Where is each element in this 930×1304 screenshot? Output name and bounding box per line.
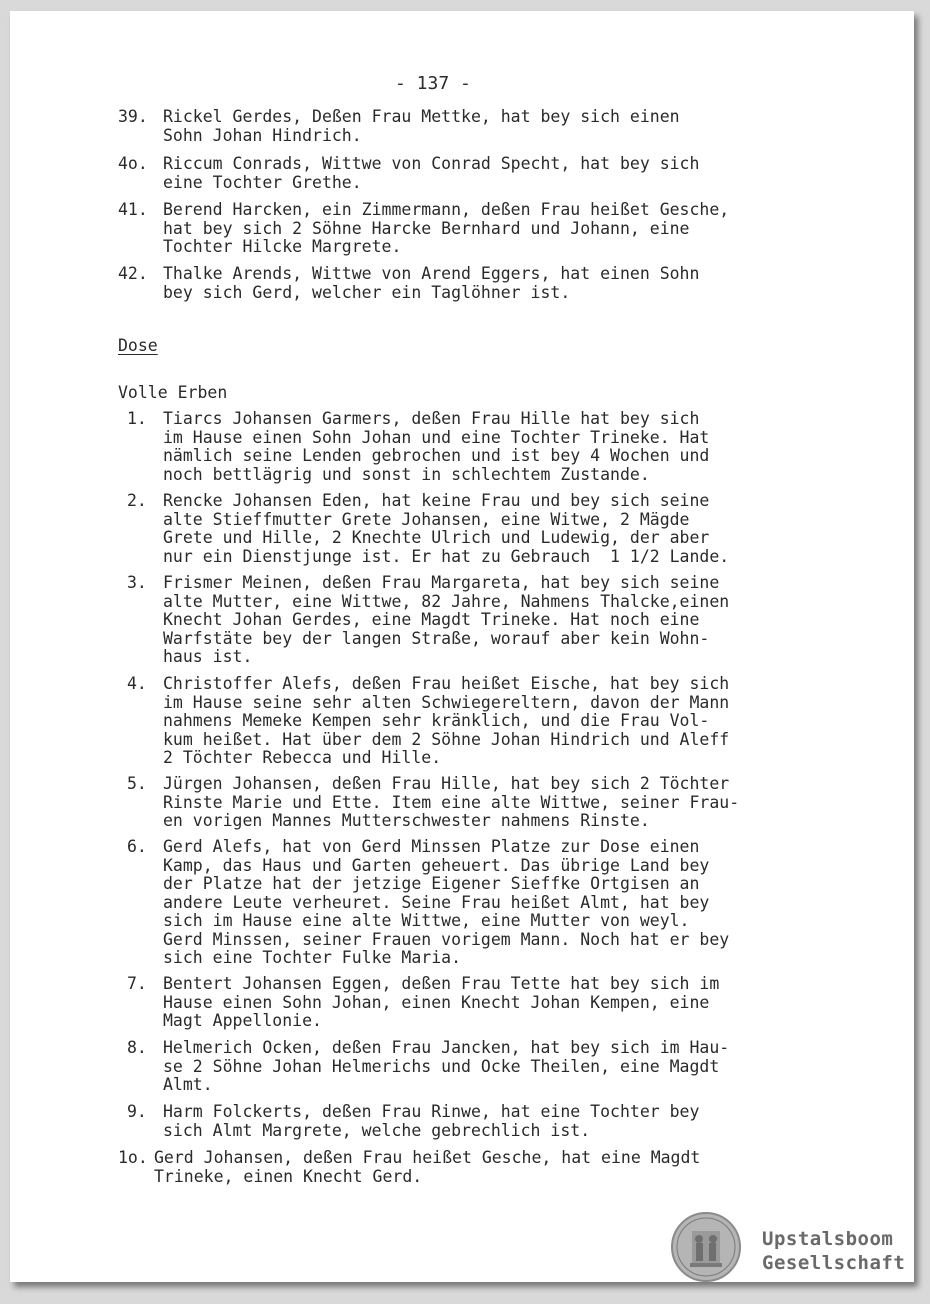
entry-40 xyxy=(118,155,818,192)
entry-line: Magt Appellonie. xyxy=(163,1011,322,1030)
entry-line: Sohn Johan Hindrich. xyxy=(163,125,362,145)
entry-line: hat bey sich 2 Söhne Harcke Bernhard und Johann, eine xyxy=(163,218,690,238)
entry-line: Knecht Johan Gerdes, eine Magdt Trineke. Hat noch eine xyxy=(163,610,700,629)
entry-number: 39. xyxy=(118,107,148,126)
society-logo xyxy=(670,1211,910,1287)
dose-entry-10 xyxy=(109,1149,809,1186)
entry-42 xyxy=(118,265,818,302)
entry-line: eine Tochter Grethe. xyxy=(163,172,362,192)
entry-line: nämlich seine Lenden gebrochen und ist bey 4 Wochen und xyxy=(163,446,710,465)
entry-number: 7. xyxy=(127,974,147,993)
dose-entry-6 xyxy=(118,838,818,968)
entry-line: en vorigen Mannes Mutterschwester nahmens Rinste. xyxy=(163,811,650,830)
dose-entry-5 xyxy=(118,775,818,831)
entry-line: haus ist. xyxy=(163,647,253,666)
entry-line: im Hause seine sehr alten Schwiegereltern, davon der Mann xyxy=(163,692,730,712)
entry-line: Gerd Johansen, deßen Frau heißet Gesche, hat eine Magdt xyxy=(154,1148,701,1167)
entry-line: se 2 Söhne Johan Helmerichs und Ocke Theilen, eine Magdt xyxy=(163,1056,720,1076)
subsection-heading: Volle Erben xyxy=(118,383,228,402)
entry-number: 9. xyxy=(127,1102,147,1121)
entry-line: Riccum Conrads, Wittwe von Conrad Specht, hat bey sich xyxy=(163,154,700,173)
society-name xyxy=(762,1227,905,1275)
dose-entry-9 xyxy=(118,1103,818,1140)
dose-entry-8 xyxy=(118,1039,818,1095)
entry-number: 1o. xyxy=(118,1148,148,1167)
entry-39 xyxy=(118,108,818,145)
entry-line: kum heißet. Hat über dem 2 Söhne Johan Hindrich und Aleff xyxy=(163,729,730,749)
dose-entry-1 xyxy=(118,410,818,484)
dose-entry-4 xyxy=(118,675,818,768)
entry-line: Rinste Marie und Ette. Item eine alte Wittwe, seiner Frau- xyxy=(163,792,740,812)
entry-line: noch bettlägrig und sonst in schlechtem Zustande. xyxy=(163,464,650,484)
entry-line: Thalke Arends, Wittwe von Arend Eggers, hat einen Sohn xyxy=(163,264,700,283)
entry-line: Hause einen Sohn Johan, einen Knecht Johan Kempen, eine xyxy=(163,992,710,1012)
dose-entry-3 xyxy=(118,574,818,667)
entry-line: sich eine Tochter Fulke Maria. xyxy=(163,948,462,967)
entry-line: nur ein Dienstjunge ist. Er hat zu Gebrauch 1 1/2 Lande. xyxy=(163,546,730,566)
document-page xyxy=(10,11,914,1282)
entry-number: 2. xyxy=(127,491,147,510)
society-name-line2: Gesellschaft xyxy=(762,1252,906,1274)
entry-line: Bentert Johansen Eggen, deßen Frau Tette hat bey sich im xyxy=(163,974,720,993)
entry-line: im Hause einen Sohn Johan und eine Tochter Trineke. Hat xyxy=(163,427,710,447)
seal-icon xyxy=(670,1211,742,1283)
entry-line: 2 Töchter Rebecca und Hille. xyxy=(163,748,442,767)
entry-line: sich im Hause eine alte Wittwe, eine Mutter von weyl. xyxy=(163,911,690,930)
society-name-line1: Upstalsboom xyxy=(762,1228,894,1250)
entry-number: 42. xyxy=(118,264,148,283)
entry-number: 4. xyxy=(127,674,147,693)
entry-number: 41. xyxy=(118,200,148,219)
entry-number: 1. xyxy=(127,409,147,428)
entry-number: 8. xyxy=(127,1038,147,1057)
entry-line: Trineke, einen Knecht Gerd. xyxy=(154,1166,423,1186)
entry-41 xyxy=(118,201,818,257)
entry-number: 5. xyxy=(127,774,147,793)
dose-entry-2 xyxy=(118,492,818,566)
entry-line: Kamp, das Haus und Garten geheuert. Das übrige Land bey xyxy=(163,855,710,875)
entry-line: Gerd Minssen, seiner Frauen vorigem Mann. Noch hat er bey xyxy=(163,929,730,949)
entry-number: 4o. xyxy=(118,154,148,173)
entry-line: Helmerich Ocken, deßen Frau Jancken, hat bey sich im Hau- xyxy=(163,1038,730,1057)
entry-line: alte Stieffmutter Grete Johansen, eine Witwe, 2 Mägde xyxy=(163,509,690,529)
entry-line: Tochter Hilcke Margrete. xyxy=(163,237,402,256)
entry-line: Tiarcs Johansen Garmers, deßen Frau Hille hat bey sich xyxy=(163,409,700,428)
entry-line: Rickel Gerdes, Deßen Frau Mettke, hat bey sich einen xyxy=(163,107,680,126)
entry-line: andere Leute verheuret. Seine Frau heißet Almt, hat bey xyxy=(163,892,710,912)
entry-line: Berend Harcken, ein Zimmermann, deßen Frau heißet Gesche, xyxy=(163,200,730,219)
entry-line: Warfstäte bey der langen Straße, worauf aber kein Wohn- xyxy=(163,628,710,648)
entry-number: 6. xyxy=(127,837,147,856)
entry-line: nahmens Memeke Kempen sehr kränklich, und die Frau Vol- xyxy=(163,711,710,730)
entry-line: Harm Folckerts, deßen Frau Rinwe, hat eine Tochter bey xyxy=(163,1102,700,1121)
entry-line: alte Mutter, eine Wittwe, 82 Jahre, Nahmens Thalcke,einen xyxy=(163,591,730,611)
entry-line: Grete und Hille, 2 Knechte Ulrich und Ludewig, der aber xyxy=(163,528,710,547)
dose-entry-7 xyxy=(118,975,818,1031)
entry-line: Almt. xyxy=(163,1075,213,1094)
page-number: - 137 - xyxy=(395,73,471,94)
entry-line: bey sich Gerd, welcher ein Taglöhner ist. xyxy=(163,282,571,302)
entry-line: Rencke Johansen Eden, hat keine Frau und bey sich seine xyxy=(163,491,710,510)
entry-line: Jürgen Johansen, deßen Frau Hille, hat bey sich 2 Töchter xyxy=(163,774,730,793)
entry-line: Frismer Meinen, deßen Frau Margareta, hat bey sich seine xyxy=(163,573,720,592)
entry-line: sich Almt Margrete, welche gebrechlich ist. xyxy=(163,1120,591,1140)
section-heading-dose: Dose xyxy=(118,336,158,355)
entry-line: Christoffer Alefs, deßen Frau heißet Eische, hat bey sich xyxy=(163,674,730,693)
entry-line: der Platze hat der jetzige Eigener Sieffke Ortgisen an xyxy=(163,874,700,893)
entry-line: Gerd Alefs, hat von Gerd Minssen Platze zur Dose einen xyxy=(163,837,700,856)
entry-number: 3. xyxy=(127,573,147,592)
